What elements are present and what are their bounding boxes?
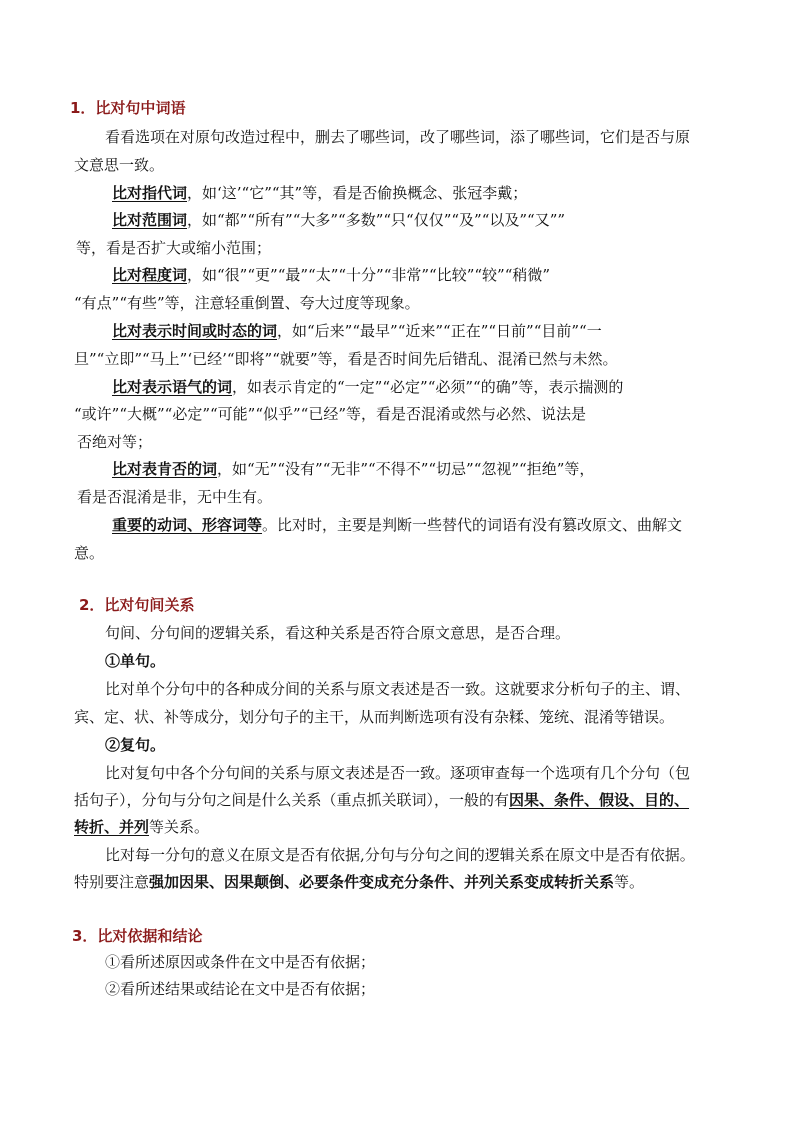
time-text-1: ，如“后来”“最早”“近来”“正在”“日前”“目前”“一 xyxy=(277,322,602,340)
degree-item xyxy=(112,264,550,286)
single-sentence-line-2: 宾、定、状、补等成分，划分句子的主干，从而判断选项有没有杂糅、笼统、混淆等错误。 xyxy=(74,708,675,726)
section-3-line-1: ①看所述原因或条件在文中是否有依据； xyxy=(105,953,376,971)
section-3-line-2: ②看所述结果或结论在文中是否有依据； xyxy=(105,980,376,998)
affirm-negate-text-1: ，如“无”“没有”“无非”“不得不”“切忌”“忽视”“拒绝”等， xyxy=(217,460,595,478)
complex-sentence-line-3-text: 等关系。 xyxy=(149,818,210,836)
mood-text-2: “或许”“大概”“必定”“可能”“似乎”“已经”等，看是否混淆或然与必然、说法是 xyxy=(74,405,587,423)
pronoun-term: 比对指代词 xyxy=(112,184,188,202)
scope-item xyxy=(112,209,565,231)
affirm-negate-text-2: 看是否混淆是非，无中生有。 xyxy=(77,488,273,506)
pronoun-text: ，如‘这’“它”“其”等，看是否偷换概念、张冠李戴； xyxy=(187,184,528,202)
note-line-2 xyxy=(74,871,644,893)
complex-sentence-line-1: 比对复句中各个分句间的关系与原文表述是否一致。逐项审查每一个选项有几个分句（包 xyxy=(105,764,691,782)
degree-text-1: ，如“很”“更”“最”“太”“十分”“非常”“比较”“较”“稍微” xyxy=(187,266,551,284)
single-sentence-label: ①单句。 xyxy=(105,652,166,670)
complex-sentence-label: ②复句。 xyxy=(105,736,166,754)
pronoun-item xyxy=(112,182,527,204)
time-text-2: 旦”“立即”“马上”‘已经’“即将”“就要”等，看是否时间先后错乱、混淆已然与未然。 xyxy=(74,350,618,368)
complex-sentence-line-2-text: 括句子），分句与分句之间是什么关系（重点抓关联词），一般的有 xyxy=(74,791,510,809)
scope-text-2: 等，看是否扩大或缩小范围； xyxy=(76,239,272,257)
relation-types-1: 因果、条件、假设、目的、 xyxy=(509,791,690,809)
verb-adj-text-1: 。比对时，主要是判断一些替代的词语有没有篡改原文、曲解文 xyxy=(262,516,683,534)
affirm-negate-item xyxy=(112,458,594,480)
note-line-2-prefix: 特别要注意 xyxy=(74,873,150,891)
section-1-intro-line-1: 看看选项在对原句改造过程中，删去了哪些词，改了哪些词，添了哪些词，它们是否与原 xyxy=(105,128,691,146)
degree-text-2: “有点”“有些”等，注意轻重倒置、夸大过度等现象。 xyxy=(74,294,420,312)
scope-text-1: ，如“都”“所有”“大多”“多数”“只“仅仅”“及”“以及”“又”” xyxy=(187,211,566,229)
verb-adj-item xyxy=(112,514,682,536)
verb-adj-term: 重要的动词、形容词等 xyxy=(112,516,263,534)
time-item xyxy=(112,320,602,342)
time-term: 比对表示时间或时态的词 xyxy=(112,322,278,340)
mood-text-1: ，如表示肯定的“一定”“必定”“必须”“的确”等，表示揣测的 xyxy=(232,378,624,396)
scope-term: 比对范围词 xyxy=(112,211,188,229)
affirm-negate-term: 比对表肯否的词 xyxy=(112,460,218,478)
section-1-intro-line-2: 文意思一致。 xyxy=(74,156,165,174)
mood-term: 比对表示语气的词 xyxy=(112,378,233,396)
mood-item xyxy=(112,376,623,398)
section-2-intro: 句间、分句间的逻辑关系，看这种关系是否符合原文意思，是否合理。 xyxy=(105,624,571,642)
section-1-heading: 1．比对句中词语 xyxy=(70,99,186,117)
section-3-heading: 3．比对依据和结论 xyxy=(72,927,203,945)
relation-types-2: 转折、并列 xyxy=(74,818,150,836)
complex-sentence-line-3 xyxy=(74,816,209,838)
note-line-2-emphasis: 强加因果、因果颠倒、必要条件变成充分条件、并列关系变成转折关系 xyxy=(149,873,615,891)
complex-sentence-line-2 xyxy=(74,789,689,811)
mood-text-3: 否绝对等； xyxy=(77,433,153,451)
single-sentence-line-1: 比对单个分句中的各种成分间的关系与原文表述是否一致。这就要求分析句子的主、谓、 xyxy=(105,680,691,698)
note-line-2-suffix: 等。 xyxy=(614,873,645,891)
verb-adj-text-2: 意。 xyxy=(74,544,105,562)
section-2-heading: 2．比对句间关系 xyxy=(79,596,195,614)
degree-term: 比对程度词 xyxy=(112,266,188,284)
note-line-1: 比对每一分句的意义在原文是否有依据,分句与分句之间的逻辑关系在原文中是否有依据。 xyxy=(105,846,695,864)
